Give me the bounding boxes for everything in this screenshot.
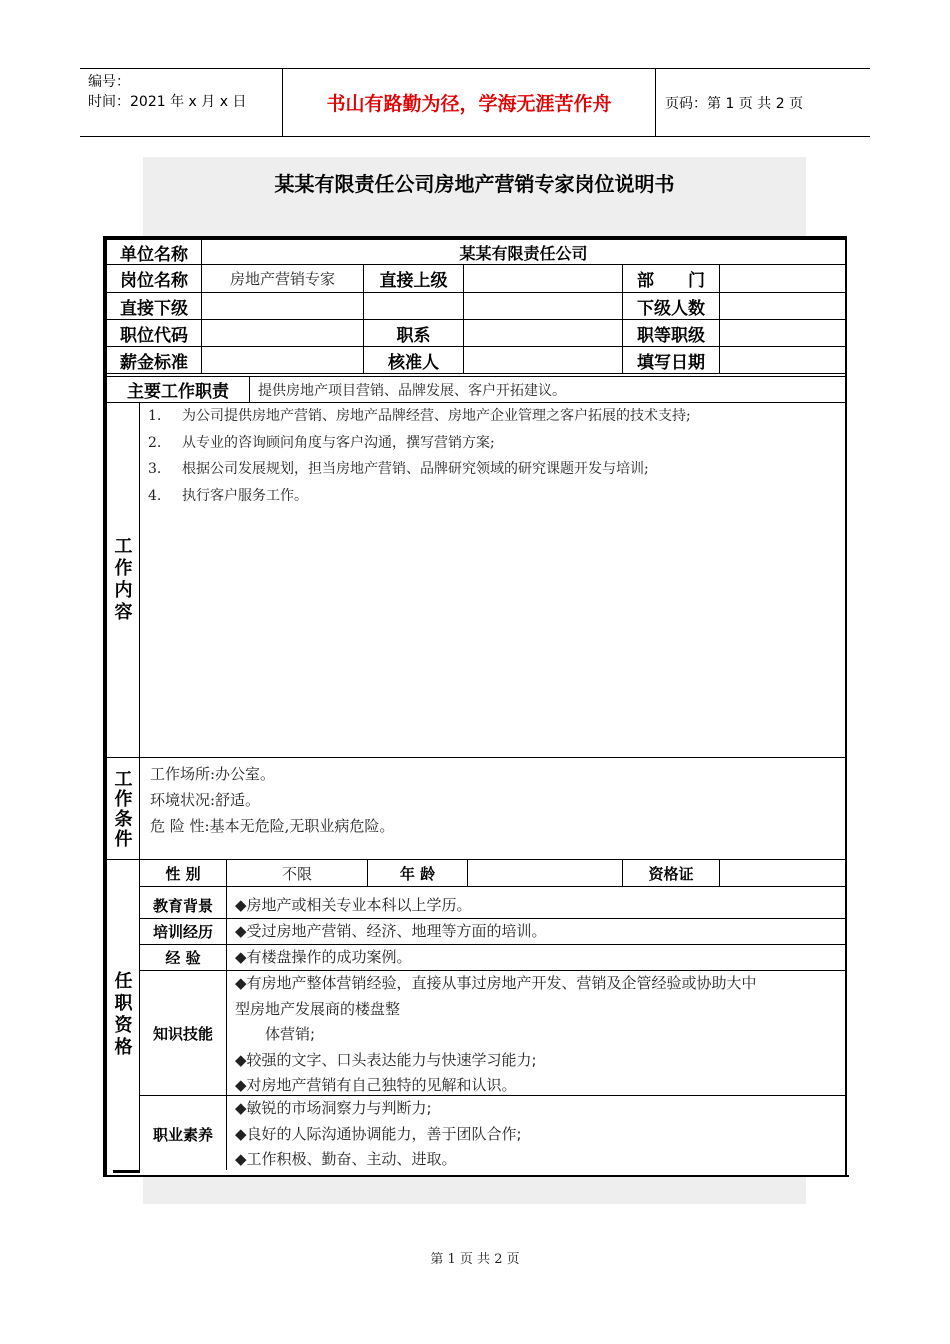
- table-corner-mark: [113, 1170, 140, 1173]
- education-label: 教育背景: [152, 897, 213, 915]
- col-divider: [463, 264, 464, 373]
- list-item-text: 根据公司发展规划，担当房地产营销、品牌研究领域的研究课题开发与培训;: [182, 461, 649, 477]
- skills-label: 知识技能: [152, 1024, 213, 1043]
- list-item-text: 从专业的咨询顾问角度与客户沟通，撰写营销方案;: [182, 434, 495, 451]
- list-item: 型房地产发展商的楼盘整: [235, 999, 401, 1018]
- direct-superior-label: 直接上级: [379, 271, 448, 291]
- header-motto: 书山有路勤为径，学海无涯苦作舟: [282, 69, 656, 136]
- qualification-label: [103, 860, 140, 1170]
- work-content-label-text: 工作内容: [111, 536, 133, 624]
- department-label: 部 门: [637, 271, 705, 291]
- col-divider: [719, 264, 720, 373]
- list-item-number: 2.: [148, 434, 162, 451]
- work-content-label: [103, 403, 140, 757]
- training-label: 培训经历: [152, 923, 213, 941]
- list-item: ◆工作积极、勤奋、主动、进取。: [235, 1150, 457, 1168]
- list-item: ◆良好的人际沟通协调能力，善于团队合作;: [235, 1124, 522, 1143]
- job-family-label: 职系: [396, 325, 431, 346]
- unit-name-label: 单位名称: [120, 244, 188, 265]
- post-name-label: 岗位名称: [120, 271, 188, 291]
- work-content-list: [148, 403, 838, 509]
- header-page-info: 页码：第 1 页 共 2 页: [665, 95, 804, 112]
- row-divider: [140, 886, 845, 887]
- fill-date-label: 填写日期: [637, 352, 705, 373]
- list-item: 体营销;: [235, 1025, 316, 1043]
- header-left: [88, 72, 246, 112]
- list-item: [148, 430, 838, 457]
- skills-list: [235, 971, 843, 1099]
- page-header: [80, 68, 870, 137]
- list-item: ◆较强的文字、口头表达能力与快速学习能力;: [235, 1050, 537, 1069]
- experience-value: ◆有楼盘操作的成功案例。: [235, 948, 412, 966]
- list-item-number: 1.: [148, 408, 162, 424]
- col-divider: [467, 859, 468, 886]
- list-item: [148, 483, 838, 510]
- col-divider: [719, 859, 720, 886]
- post-name-value: 房地产营销专家: [229, 270, 335, 288]
- list-item: ◆有房地产整体营销经验，直接从事过房地产开发、营销及企管经验或协助大中: [235, 974, 757, 992]
- list-item-number: 3.: [148, 461, 162, 477]
- post-code-label: 职位代码: [120, 325, 188, 346]
- list-item: 危 险 性:基本无危险,无职业病危险。: [150, 817, 395, 835]
- number-label: 编号：: [88, 74, 130, 90]
- list-item: ◆对房地产营销有自己独特的见解和认识。: [235, 1076, 517, 1094]
- col-divider: [226, 859, 227, 1170]
- list-item-number: 4.: [148, 487, 162, 504]
- work-condition-label-text: 工作条件: [111, 768, 133, 849]
- main-duty-value: 提供房地产项目营销、品牌发展、客户开拓建议。: [258, 382, 566, 399]
- col-divider: [249, 376, 250, 402]
- list-item: [148, 456, 838, 483]
- training-value: ◆受过房地产营销、经济、地理等方面的培训。: [235, 922, 547, 940]
- list-item-text: 执行客户服务工作。: [182, 487, 308, 504]
- gender-value: 不限: [281, 864, 312, 883]
- quality-list: [235, 1096, 843, 1173]
- row-divider: [107, 373, 845, 374]
- list-item: 工作场所:办公室。: [150, 765, 276, 783]
- row-divider: [107, 346, 845, 347]
- page-footer: 第 1 页 共 2 页: [430, 1252, 520, 1267]
- work-condition-label: [103, 758, 140, 859]
- work-condition-list: [150, 761, 840, 839]
- gender-label: 性 别: [165, 864, 201, 883]
- list-item: ◆敏锐的市场洞察力与判断力;: [235, 1099, 432, 1117]
- document-title: 某某有限责任公司房地产营销专家岗位说明书: [274, 172, 675, 196]
- row-divider: [107, 319, 845, 320]
- unit-name-value: 某某有限责任公司: [459, 243, 588, 263]
- list-item: 环境状况:舒适。: [150, 791, 261, 809]
- salary-label: 薪金标准: [120, 352, 188, 373]
- certificate-label: 资格证: [648, 864, 694, 883]
- direct-subordinate-label: 直接下级: [120, 298, 188, 319]
- quality-label: 职业素养: [152, 1126, 213, 1144]
- row-divider: [107, 757, 845, 758]
- grade-label: 职等职级: [637, 325, 705, 346]
- time-label: 时间：2021 年 x 月 x 日: [88, 94, 247, 110]
- qualification-label-text: 任职资格: [111, 971, 133, 1059]
- list-item: [148, 403, 838, 430]
- approver-label: 核准人: [388, 352, 439, 373]
- table-bottom-border: [103, 1175, 849, 1177]
- list-item-text: 为公司提供房地产营销、房地产品牌经营、房地产企业管理之客户拓展的技术支持;: [182, 408, 691, 424]
- main-duty-label: 主要工作职责: [127, 382, 229, 402]
- subordinate-count-label: 下级人数: [637, 298, 705, 319]
- row-divider: [107, 292, 845, 293]
- age-label: 年 龄: [399, 864, 436, 883]
- education-value: ◆房地产或相关专业本科以上学历。: [235, 896, 472, 914]
- experience-label: 经 验: [165, 949, 201, 967]
